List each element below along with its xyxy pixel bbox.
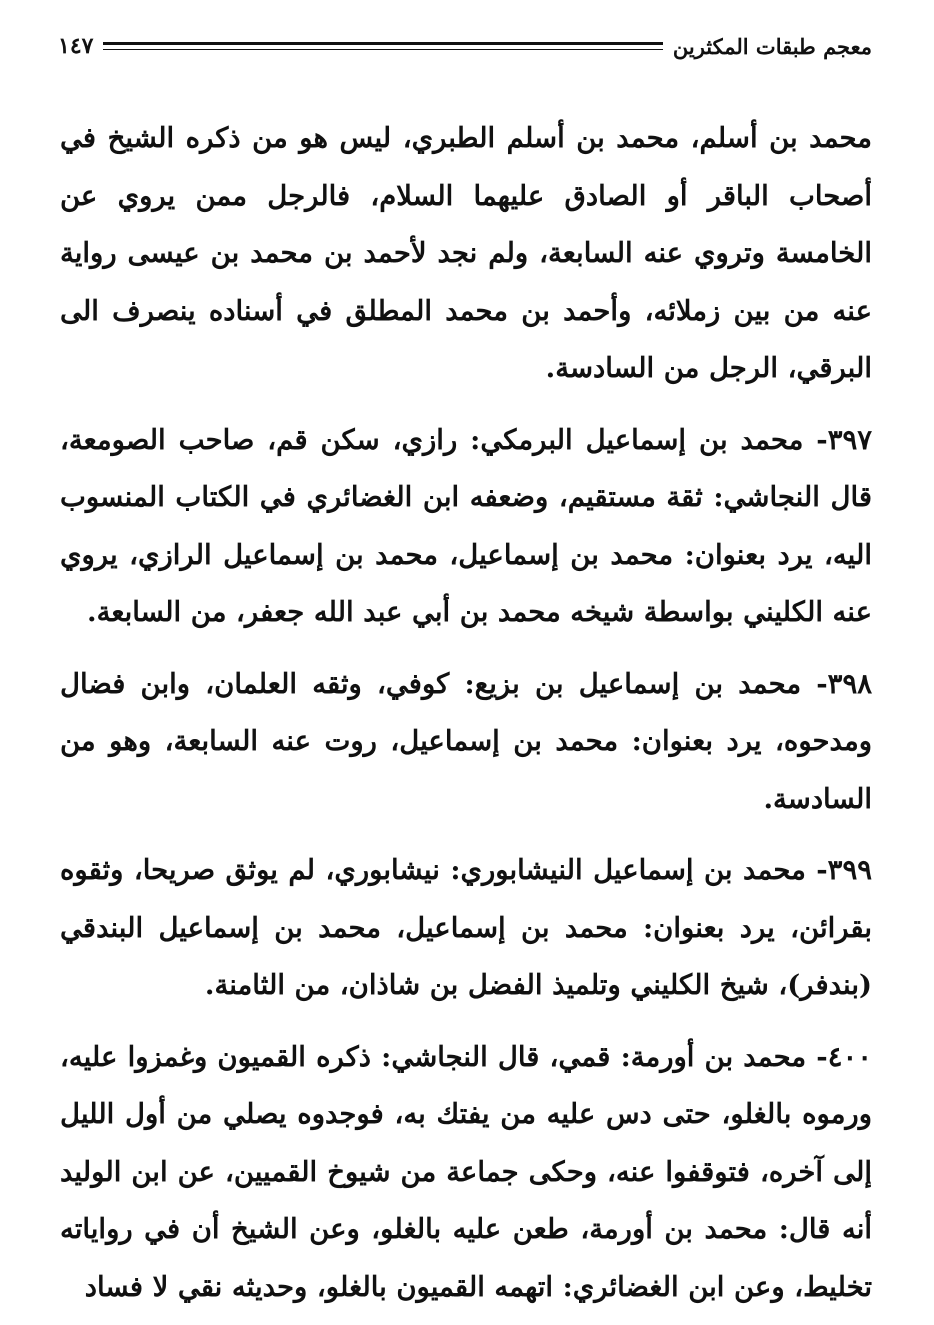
entry-heading: ٣٩٧- محمد بن إسماعيل البرمكي: — [470, 423, 872, 456]
entry-400 — [60, 1029, 872, 1317]
entry-heading: ٣٩٨- محمد بن إسماعيل بن بزيع: — [464, 667, 872, 700]
header-rule — [103, 42, 662, 50]
entry-text: رازي، سكن قم، صاحب الصومعة، قال النجاشي: ثقة مستقيم، وضعفه ابن الغضائري في الكتاب المنسوب اليه، يرد بعنوان: محمد بن إسماعيل، محمد بن إسماعيل الرازي، يروي عنه الكليني بواسطة شيخه محمد بن أبي عبد الله جعفر، من — [60, 423, 872, 628]
entry-text: قمي، قال النجاشي: ذكره القميون وغمزوا عليه، ورموه بالغلو، حتى دس عليه من يفتك به، فوجدوه يصلي من أول الليل إلى آخره، فتوقفوا عنه، وحكى جماعة من شيوخ القميين، عن ابن الوليد أنه قال: محمد بن أورمة، طعن عليه بالغلو، وعن الشيخ أن في رواياته تخليط، وعن ابن الغضائري: اتهمه القميون بالغلو، وحديثه نقي لا فساد — [60, 1040, 872, 1303]
entry-398 — [60, 656, 872, 829]
entry-tabaqa: السادسة. — [763, 782, 872, 815]
page-number: ١٤٧ — [58, 33, 94, 59]
entry-text: نيشابوري، لم يوثق صريحا، وثقوه بقرائن، يرد بعنوان: محمد بن إسماعيل، محمد بن إسماعيل البندقي (بندفر)، شيخ الكليني وتلميذ الفضل بن شاذان، من — [60, 854, 872, 1001]
page-header — [58, 26, 872, 66]
entry-text: كوفي، وثقه العلمان، وابن فضال ومدحوه، يرد بعنوان: محمد بن إسماعيل، روت عنه السابعة، وهو من — [60, 667, 872, 757]
paragraph-text: محمد بن أسلم، محمد بن أسلم الطبري، ليس هو من ذكره الشيخ في أصحاب الباقر أو الصادق عليهما السلام، فالرجل ممن يروي عن الخامسة وتروي عنه السابعة، ولم نجد لأحمد بن محمد بن عيسى رواية عنه من بين زملائه، وأحمد بن محمد المطلق في أسناده ينصرف الى البرقي، الرجل من السادسة. — [60, 122, 872, 384]
page-body — [60, 110, 872, 1316]
entry-397 — [60, 412, 872, 642]
running-title: معجم طبقات المكثرين — [672, 33, 872, 59]
entry-heading: ٣٩٩- محمد بن إسماعيل النيشابوري: — [450, 854, 872, 886]
entry-tabaqa: الثامنة. — [204, 969, 285, 1001]
entry-399 — [60, 842, 872, 1015]
entry-tabaqa: السابعة. — [87, 596, 182, 628]
entry-heading: ٤٠٠- محمد بن أورمة: — [620, 1040, 872, 1073]
paragraph-continuation — [60, 110, 872, 398]
